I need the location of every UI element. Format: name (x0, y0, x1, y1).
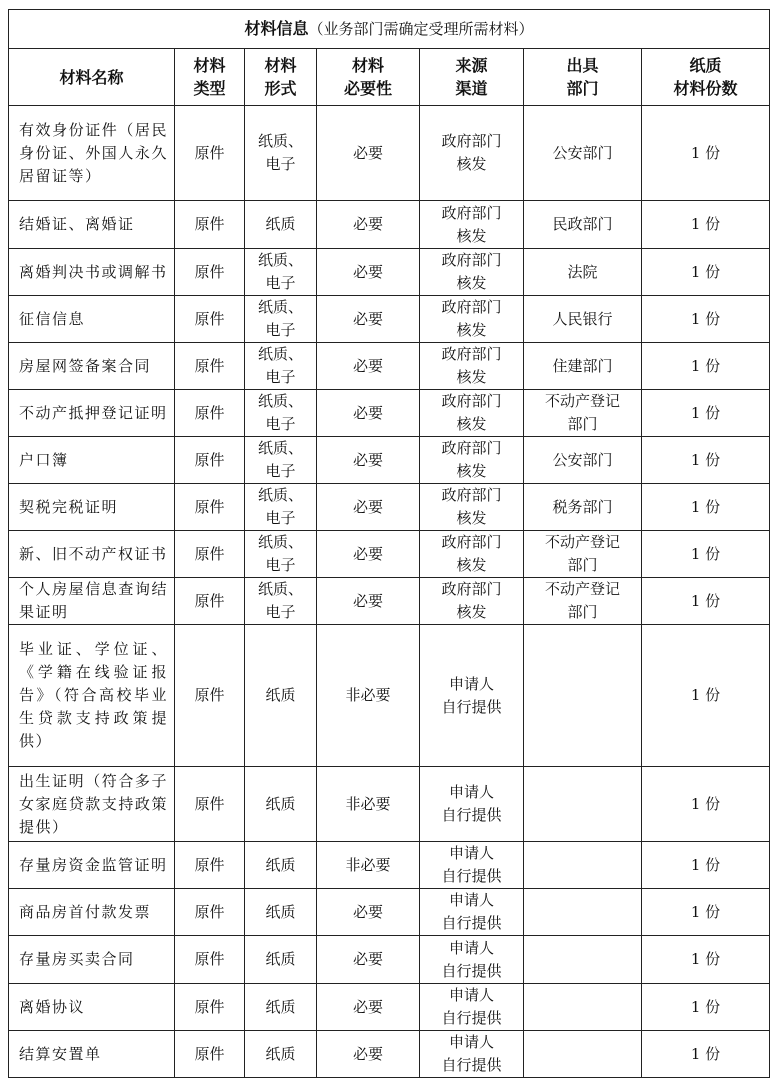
table-row (9, 936, 770, 984)
source-channel-cell: 政府部门 核发 (420, 437, 524, 484)
material-type-cell: 原件 (175, 201, 245, 249)
paper-copies-cell: 1 份 (642, 531, 770, 578)
material-necessity-cell: 必要 (317, 343, 420, 390)
table-title (9, 10, 770, 49)
material-type-cell: 原件 (175, 767, 245, 842)
paper-copies-cell: 1 份 (642, 201, 770, 249)
source-channel-cell: 政府部门 核发 (420, 343, 524, 390)
material-type-cell: 原件 (175, 889, 245, 936)
material-form-cell: 纸质、 电子 (245, 296, 317, 343)
issuing-department-cell: 法院 (524, 249, 642, 296)
material-necessity-cell: 必要 (317, 296, 420, 343)
material-name-cell: 商品房首付款发票 (9, 889, 175, 936)
paper-copies-cell: 1 份 (642, 889, 770, 936)
issuing-department-cell: 不动产登记 部门 (524, 531, 642, 578)
material-type-cell: 原件 (175, 390, 245, 437)
material-form-cell: 纸质 (245, 842, 317, 889)
material-name-cell: 存量房买卖合同 (9, 936, 175, 984)
material-form-cell: 纸质、 电子 (245, 390, 317, 437)
source-channel-cell: 申请人 自行提供 (420, 984, 524, 1031)
table-row (9, 889, 770, 936)
table-row (9, 437, 770, 484)
material-type-cell: 原件 (175, 578, 245, 625)
material-necessity-cell: 必要 (317, 437, 420, 484)
material-form-cell: 纸质、 电子 (245, 343, 317, 390)
material-form-cell: 纸质 (245, 936, 317, 984)
table-row (9, 984, 770, 1031)
paper-copies-cell: 1 份 (642, 936, 770, 984)
material-type-cell: 原件 (175, 296, 245, 343)
table-title-main: 材料信息 (244, 19, 309, 38)
table-row (9, 106, 770, 201)
issuing-department-cell: 税务部门 (524, 484, 642, 531)
paper-copies-cell: 1 份 (642, 984, 770, 1031)
material-name-cell: 结算安置单 (9, 1031, 175, 1078)
issuing-department-cell (524, 842, 642, 889)
material-form-cell: 纸质 (245, 767, 317, 842)
table-header-row (9, 49, 770, 106)
issuing-department-cell (524, 889, 642, 936)
table-row (9, 484, 770, 531)
paper-copies-cell: 1 份 (642, 484, 770, 531)
material-form-cell: 纸质、 电子 (245, 249, 317, 296)
issuing-department-cell: 公安部门 (524, 437, 642, 484)
material-necessity-cell: 必要 (317, 889, 420, 936)
issuing-department-cell (524, 936, 642, 984)
material-type-cell: 原件 (175, 484, 245, 531)
material-type-cell: 原件 (175, 106, 245, 201)
material-form-cell: 纸质、 电子 (245, 106, 317, 201)
material-name-cell: 个人房屋信息查询结果证明 (9, 578, 175, 625)
table-row (9, 390, 770, 437)
material-form-cell: 纸质、 电子 (245, 531, 317, 578)
material-necessity-cell: 非必要 (317, 625, 420, 767)
source-channel-cell: 申请人 自行提供 (420, 1031, 524, 1078)
paper-copies-cell: 1 份 (642, 249, 770, 296)
material-type-cell: 原件 (175, 437, 245, 484)
material-type-cell: 原件 (175, 249, 245, 296)
material-necessity-cell: 非必要 (317, 842, 420, 889)
material-type-cell: 原件 (175, 625, 245, 767)
table-title-note: （业务部门需确定受理所需材料） (308, 20, 534, 38)
issuing-department-cell: 民政部门 (524, 201, 642, 249)
material-necessity-cell: 必要 (317, 201, 420, 249)
table-row (9, 343, 770, 390)
table-row (9, 578, 770, 625)
table-row (9, 1031, 770, 1078)
paper-copies-cell: 1 份 (642, 390, 770, 437)
issuing-department-cell: 公安部门 (524, 106, 642, 201)
source-channel-cell: 政府部门 核发 (420, 201, 524, 249)
material-form-cell: 纸质、 电子 (245, 484, 317, 531)
material-name-cell: 契税完税证明 (9, 484, 175, 531)
material-type-cell: 原件 (175, 1031, 245, 1078)
header-paper-copies: 纸质 材料份数 (642, 49, 770, 106)
material-necessity-cell: 必要 (317, 484, 420, 531)
source-channel-cell: 申请人 自行提供 (420, 842, 524, 889)
material-form-cell: 纸质 (245, 201, 317, 249)
source-channel-cell: 申请人 自行提供 (420, 625, 524, 767)
paper-copies-cell: 1 份 (642, 578, 770, 625)
material-necessity-cell: 必要 (317, 390, 420, 437)
source-channel-cell: 政府部门 核发 (420, 106, 524, 201)
material-necessity-cell: 必要 (317, 249, 420, 296)
material-necessity-cell: 必要 (317, 531, 420, 578)
material-name-cell: 有效身份证件（居民身份证、外国人永久居留证等） (9, 106, 175, 201)
material-name-cell: 不动产抵押登记证明 (9, 390, 175, 437)
material-name-cell: 毕业证、学位证、《学籍在线验证报告》（符合高校毕业生贷款支持政策提供） (9, 625, 175, 767)
material-form-cell: 纸质 (245, 625, 317, 767)
material-form-cell: 纸质 (245, 984, 317, 1031)
table-row (9, 531, 770, 578)
material-necessity-cell: 必要 (317, 984, 420, 1031)
materials-table (8, 9, 770, 1078)
paper-copies-cell: 1 份 (642, 296, 770, 343)
source-channel-cell: 申请人 自行提供 (420, 889, 524, 936)
issuing-department-cell: 不动产登记 部门 (524, 578, 642, 625)
issuing-department-cell: 住建部门 (524, 343, 642, 390)
material-necessity-cell: 必要 (317, 936, 420, 984)
paper-copies-cell: 1 份 (642, 437, 770, 484)
issuing-department-cell: 不动产登记 部门 (524, 390, 642, 437)
source-channel-cell: 申请人 自行提供 (420, 936, 524, 984)
header-source-channel: 来源 渠道 (420, 49, 524, 106)
material-form-cell: 纸质、 电子 (245, 578, 317, 625)
source-channel-cell: 政府部门 核发 (420, 390, 524, 437)
material-name-cell: 出生证明（符合多子女家庭贷款支持政策提供） (9, 767, 175, 842)
table-row (9, 625, 770, 767)
paper-copies-cell: 1 份 (642, 106, 770, 201)
material-name-cell: 户口簿 (9, 437, 175, 484)
materials-table-wrapper (8, 9, 769, 1078)
material-form-cell: 纸质、 电子 (245, 437, 317, 484)
source-channel-cell: 政府部门 核发 (420, 249, 524, 296)
paper-copies-cell: 1 份 (642, 842, 770, 889)
issuing-department-cell (524, 1031, 642, 1078)
material-name-cell: 结婚证、离婚证 (9, 201, 175, 249)
material-type-cell: 原件 (175, 984, 245, 1031)
header-issuing-department: 出具 部门 (524, 49, 642, 106)
source-channel-cell: 政府部门 核发 (420, 484, 524, 531)
material-necessity-cell: 非必要 (317, 767, 420, 842)
material-necessity-cell: 必要 (317, 578, 420, 625)
table-row (9, 296, 770, 343)
material-name-cell: 存量房资金监管证明 (9, 842, 175, 889)
material-necessity-cell: 必要 (317, 1031, 420, 1078)
material-name-cell: 离婚判决书或调解书 (9, 249, 175, 296)
issuing-department-cell (524, 984, 642, 1031)
material-name-cell: 房屋网签备案合同 (9, 343, 175, 390)
header-material-form: 材料 形式 (245, 49, 317, 106)
paper-copies-cell: 1 份 (642, 767, 770, 842)
table-title-row (9, 10, 770, 49)
table-row (9, 201, 770, 249)
material-type-cell: 原件 (175, 343, 245, 390)
table-body (9, 106, 770, 1078)
paper-copies-cell: 1 份 (642, 625, 770, 767)
material-name-cell: 征信信息 (9, 296, 175, 343)
header-material-necessity: 材料 必要性 (317, 49, 420, 106)
material-name-cell: 新、旧不动产权证书 (9, 531, 175, 578)
issuing-department-cell (524, 767, 642, 842)
table-row (9, 767, 770, 842)
source-channel-cell: 政府部门 核发 (420, 531, 524, 578)
material-form-cell: 纸质 (245, 889, 317, 936)
paper-copies-cell: 1 份 (642, 343, 770, 390)
material-type-cell: 原件 (175, 936, 245, 984)
material-type-cell: 原件 (175, 531, 245, 578)
material-necessity-cell: 必要 (317, 106, 420, 201)
issuing-department-cell: 人民银行 (524, 296, 642, 343)
material-name-cell: 离婚协议 (9, 984, 175, 1031)
material-form-cell: 纸质 (245, 1031, 317, 1078)
header-material-name: 材料名称 (9, 49, 175, 106)
table-row (9, 842, 770, 889)
table-row (9, 249, 770, 296)
source-channel-cell: 申请人 自行提供 (420, 767, 524, 842)
issuing-department-cell (524, 625, 642, 767)
source-channel-cell: 政府部门 核发 (420, 578, 524, 625)
material-type-cell: 原件 (175, 842, 245, 889)
source-channel-cell: 政府部门 核发 (420, 296, 524, 343)
header-material-type: 材料 类型 (175, 49, 245, 106)
paper-copies-cell: 1 份 (642, 1031, 770, 1078)
